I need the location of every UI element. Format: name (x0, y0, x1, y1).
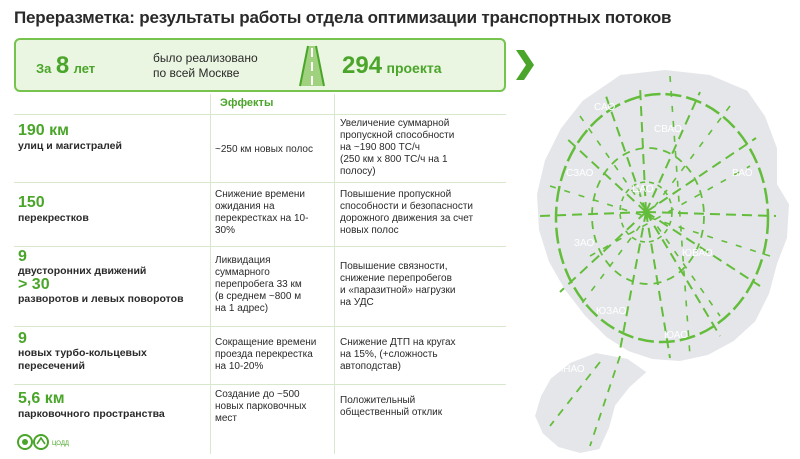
table-row (14, 182, 506, 246)
effect-cell (215, 389, 331, 425)
page-title: Переразметка: результаты работы отдела оптимизации транспортных потоков (14, 8, 672, 27)
result-line: полосу) (340, 166, 376, 177)
projects-number: 294 (342, 52, 383, 79)
zone-label: ЦАО (632, 184, 654, 195)
metric-cell (18, 330, 147, 372)
table-row (14, 326, 506, 384)
realized-line-1: было реализовано (153, 51, 258, 65)
metric-value-2: > 30 (18, 276, 50, 293)
zone-label: ЮАО (664, 330, 688, 341)
result-line: Повышение связности, (340, 261, 448, 272)
result-cell (340, 261, 500, 309)
period-suffix: лет (73, 61, 96, 76)
effect-line: 30% (215, 225, 236, 236)
table-row (14, 384, 506, 432)
period-prefix: За (36, 61, 52, 76)
zone-label: ЗАО (574, 238, 595, 249)
table-row (14, 246, 506, 326)
effect-line: Сокращение времени (215, 337, 317, 348)
effect-cell (215, 337, 331, 373)
realized-text (153, 51, 283, 81)
metric-value: 9 (18, 330, 27, 347)
zone-label: ЮЗАО (596, 306, 627, 317)
metric-label: перекрестков (18, 212, 89, 224)
effect-line: мест (215, 413, 238, 424)
result-line: на ~190 800 ТС/ч (340, 142, 420, 153)
metric-cell (18, 390, 165, 420)
effect-line: ~250 км новых полос (215, 144, 313, 155)
metric-label: двусторонних движений (18, 265, 147, 277)
metric-label-cont: пересечений (18, 360, 85, 372)
result-cell (340, 189, 500, 237)
effect-line: ожидания на (215, 201, 275, 212)
effect-cell (215, 144, 331, 156)
logo-text: ЦОДД (52, 441, 69, 447)
result-line: Повышение пропускной (340, 189, 452, 200)
effect-cell (215, 255, 331, 315)
road-lanes-icon (294, 45, 330, 87)
effect-line: перепробега 33 км (215, 279, 302, 290)
zone-label: СЗАО (566, 168, 594, 179)
realized-line-2: по всей Москве (153, 66, 240, 80)
effect-line: суммарного (215, 267, 270, 278)
result-line: новых полос (340, 225, 399, 236)
effect-line: на 1 адрес) (215, 303, 269, 314)
effect-line: Ликвидация (215, 255, 271, 266)
result-line: снижение перепробегов (340, 273, 452, 284)
effect-cell (215, 189, 331, 237)
metric-cell (18, 248, 184, 305)
logo-icon (16, 432, 76, 452)
metric-label-2: разворотов и левых поворотов (18, 293, 184, 305)
metric-label: новых турбо-кольцевых (18, 347, 147, 359)
zone-label: САО (594, 102, 616, 113)
result-line: Увеличение суммарной (340, 118, 450, 129)
result-line: (250 км х 800 ТС/ч на 1 (340, 154, 448, 165)
metric-cell (18, 194, 89, 224)
result-line: автоподстав) (340, 361, 401, 372)
effect-line: новых парковочных (215, 401, 307, 412)
result-line: способности и безопасности (340, 201, 473, 212)
summary-banner (14, 38, 506, 92)
effect-line: (в среднем ~800 м (215, 291, 302, 302)
metric-value: 190 км (18, 122, 69, 139)
metric-label: парковочного пространства (18, 408, 165, 420)
metric-cell (18, 122, 122, 152)
result-line: Положительный (340, 395, 416, 406)
effect-line: на 10-20% (215, 361, 264, 372)
zone-label: СВАО (654, 124, 682, 135)
result-line: дорожного движения за счет (340, 213, 474, 224)
effect-line: Создание до ~500 (215, 389, 300, 400)
effect-line: перекрестках на 10- (215, 213, 309, 224)
period-number: 8 (55, 52, 70, 79)
metric-value: 150 (18, 194, 45, 211)
result-line: и «паразитной» нагрузки (340, 285, 456, 296)
zone-label: ЮВАО (682, 248, 713, 259)
zone-label: ВАО (732, 168, 753, 179)
metric-label: улиц и магистралей (18, 140, 122, 152)
table-row (14, 114, 506, 182)
result-line: пропускной способности (340, 130, 455, 141)
result-cell (340, 118, 500, 178)
effects-header: Эффекты (220, 97, 274, 109)
effect-line: Снижение времени (215, 189, 306, 200)
projects-stat (342, 52, 442, 80)
result-cell (340, 337, 500, 373)
result-cell (340, 395, 500, 419)
period-stat (36, 52, 95, 80)
zone-label: ТиНАО (552, 364, 585, 375)
moscow-map (520, 66, 800, 456)
result-line: Снижение ДТП на кругах (340, 337, 456, 348)
result-line: на 15%, (+сложность (340, 349, 438, 360)
result-line: общественный отклик (340, 407, 443, 418)
result-line: на УДС (340, 297, 374, 308)
metric-value: 9 (18, 248, 27, 265)
effect-line: проезда перекрестка (215, 349, 313, 360)
metric-value: 5,6 км (18, 390, 65, 407)
projects-suffix: проекта (386, 60, 442, 76)
